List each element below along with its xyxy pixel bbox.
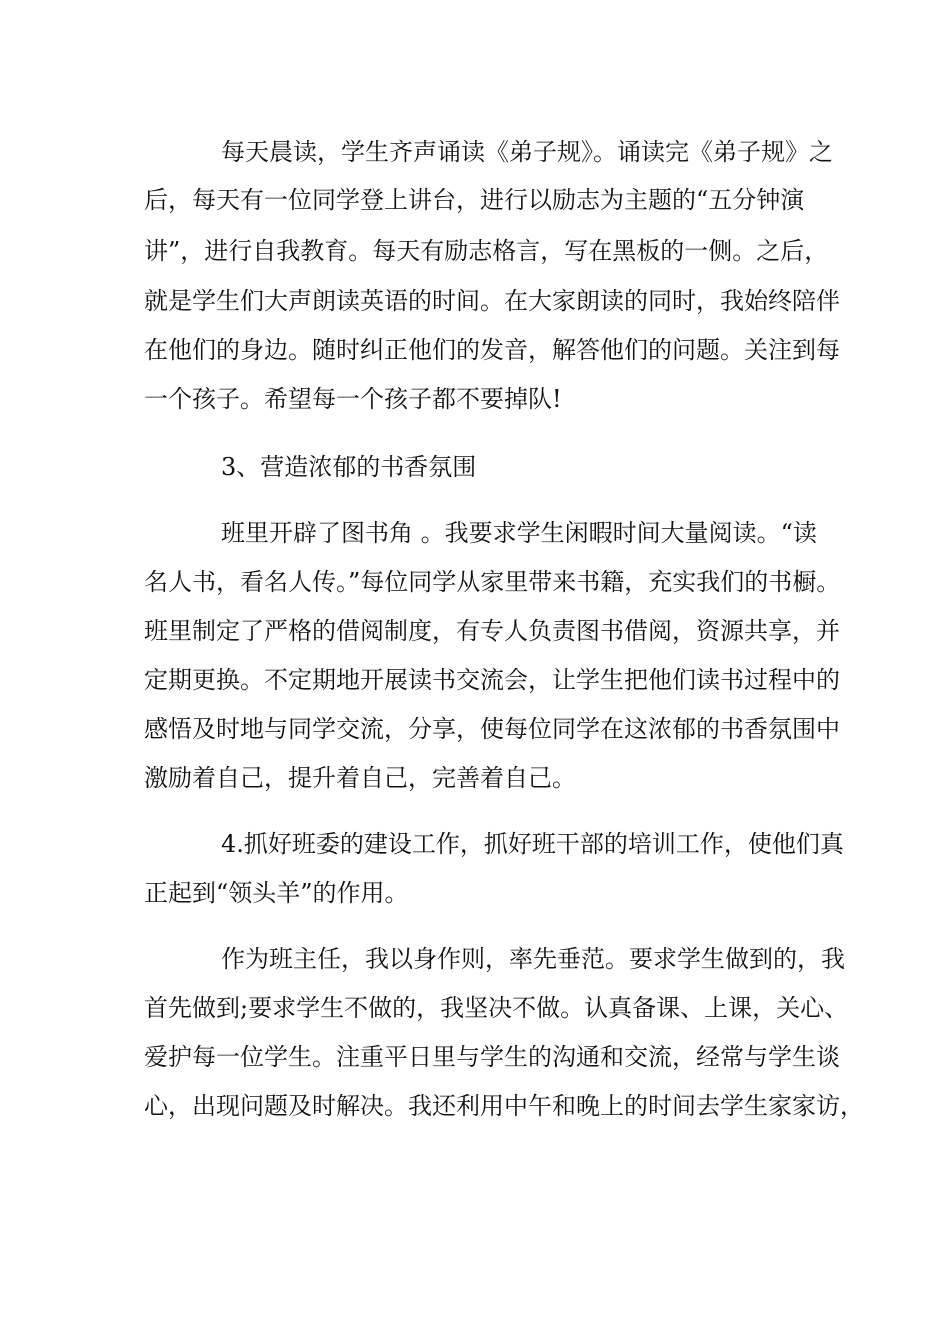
paragraph-1-line-4: 就是学生们大声朗读英语的时间。在大家朗读的同时，我始终陪伴 <box>144 287 840 315</box>
paragraph-2-line-2: 名人书，看名人传。”每位同学从家里带来书籍，充实我们的书橱。 <box>144 568 841 596</box>
paragraph-4-line-3: 爱护每一位学生。注重平日里与学生的沟通和交流，经常与学生谈 <box>144 1043 840 1071</box>
paragraph-2-line-4: 定期更换。不定期地开展读书交流会，让学生把他们读书过程中的 <box>144 666 840 694</box>
paragraph-4-line-1: 作为班主任，我以身作则，率先垂范。要求学生做到的，我 <box>221 945 845 973</box>
paragraph-1-line-5: 在他们的身边。随时纠正他们的发音，解答他们的问题。关注到每 <box>144 336 840 364</box>
paragraph-3-line-2: 正起到“领头羊”的作用。 <box>144 879 409 907</box>
paragraph-3-line-1: 4.抓好班委的建设工作，抓好班干部的培训工作，使他们真 <box>221 830 844 858</box>
paragraph-1-line-3: 讲”，进行自我教育。每天有励志格言，写在黑板的一侧。之后， <box>144 237 829 265</box>
paragraph-2-line-6: 激励着自己，提升着自己，完善着自己。 <box>144 764 576 792</box>
paragraph-4-line-4: 心，出现问题及时解决。我还利用中午和晚上的时间去学生家家访， <box>144 1092 864 1120</box>
paragraph-1-line-1: 每天晨读，学生齐声诵读《弟子规》。诵读完《弟子规》之 <box>221 138 833 166</box>
paragraph-2-line-3: 班里制定了严格的借阅制度，有专人负责图书借阅，资源共享，并 <box>144 617 840 645</box>
paragraph-1-line-2: 后，每天有一位同学登上讲台，进行以励志为主题的“五分钟演 <box>144 186 805 214</box>
paragraph-2-line-1: 班里开辟了图书角 。我要求学生闲暇时间大量阅读。“读 <box>221 519 817 547</box>
paragraph-2-line-5: 感悟及时地与同学交流，分享，使每位同学在这浓郁的书香氛围中 <box>144 715 840 743</box>
paragraph-1-line-6: 一个孩子。希望每一个孩子都不要掉队! <box>144 385 562 413</box>
paragraph-4-line-2: 首先做到;要求学生不做的，我坚决不做。认真备课、上课，关心、 <box>144 994 849 1022</box>
section-heading-3: 3、营造浓郁的书香氛围 <box>221 453 477 481</box>
